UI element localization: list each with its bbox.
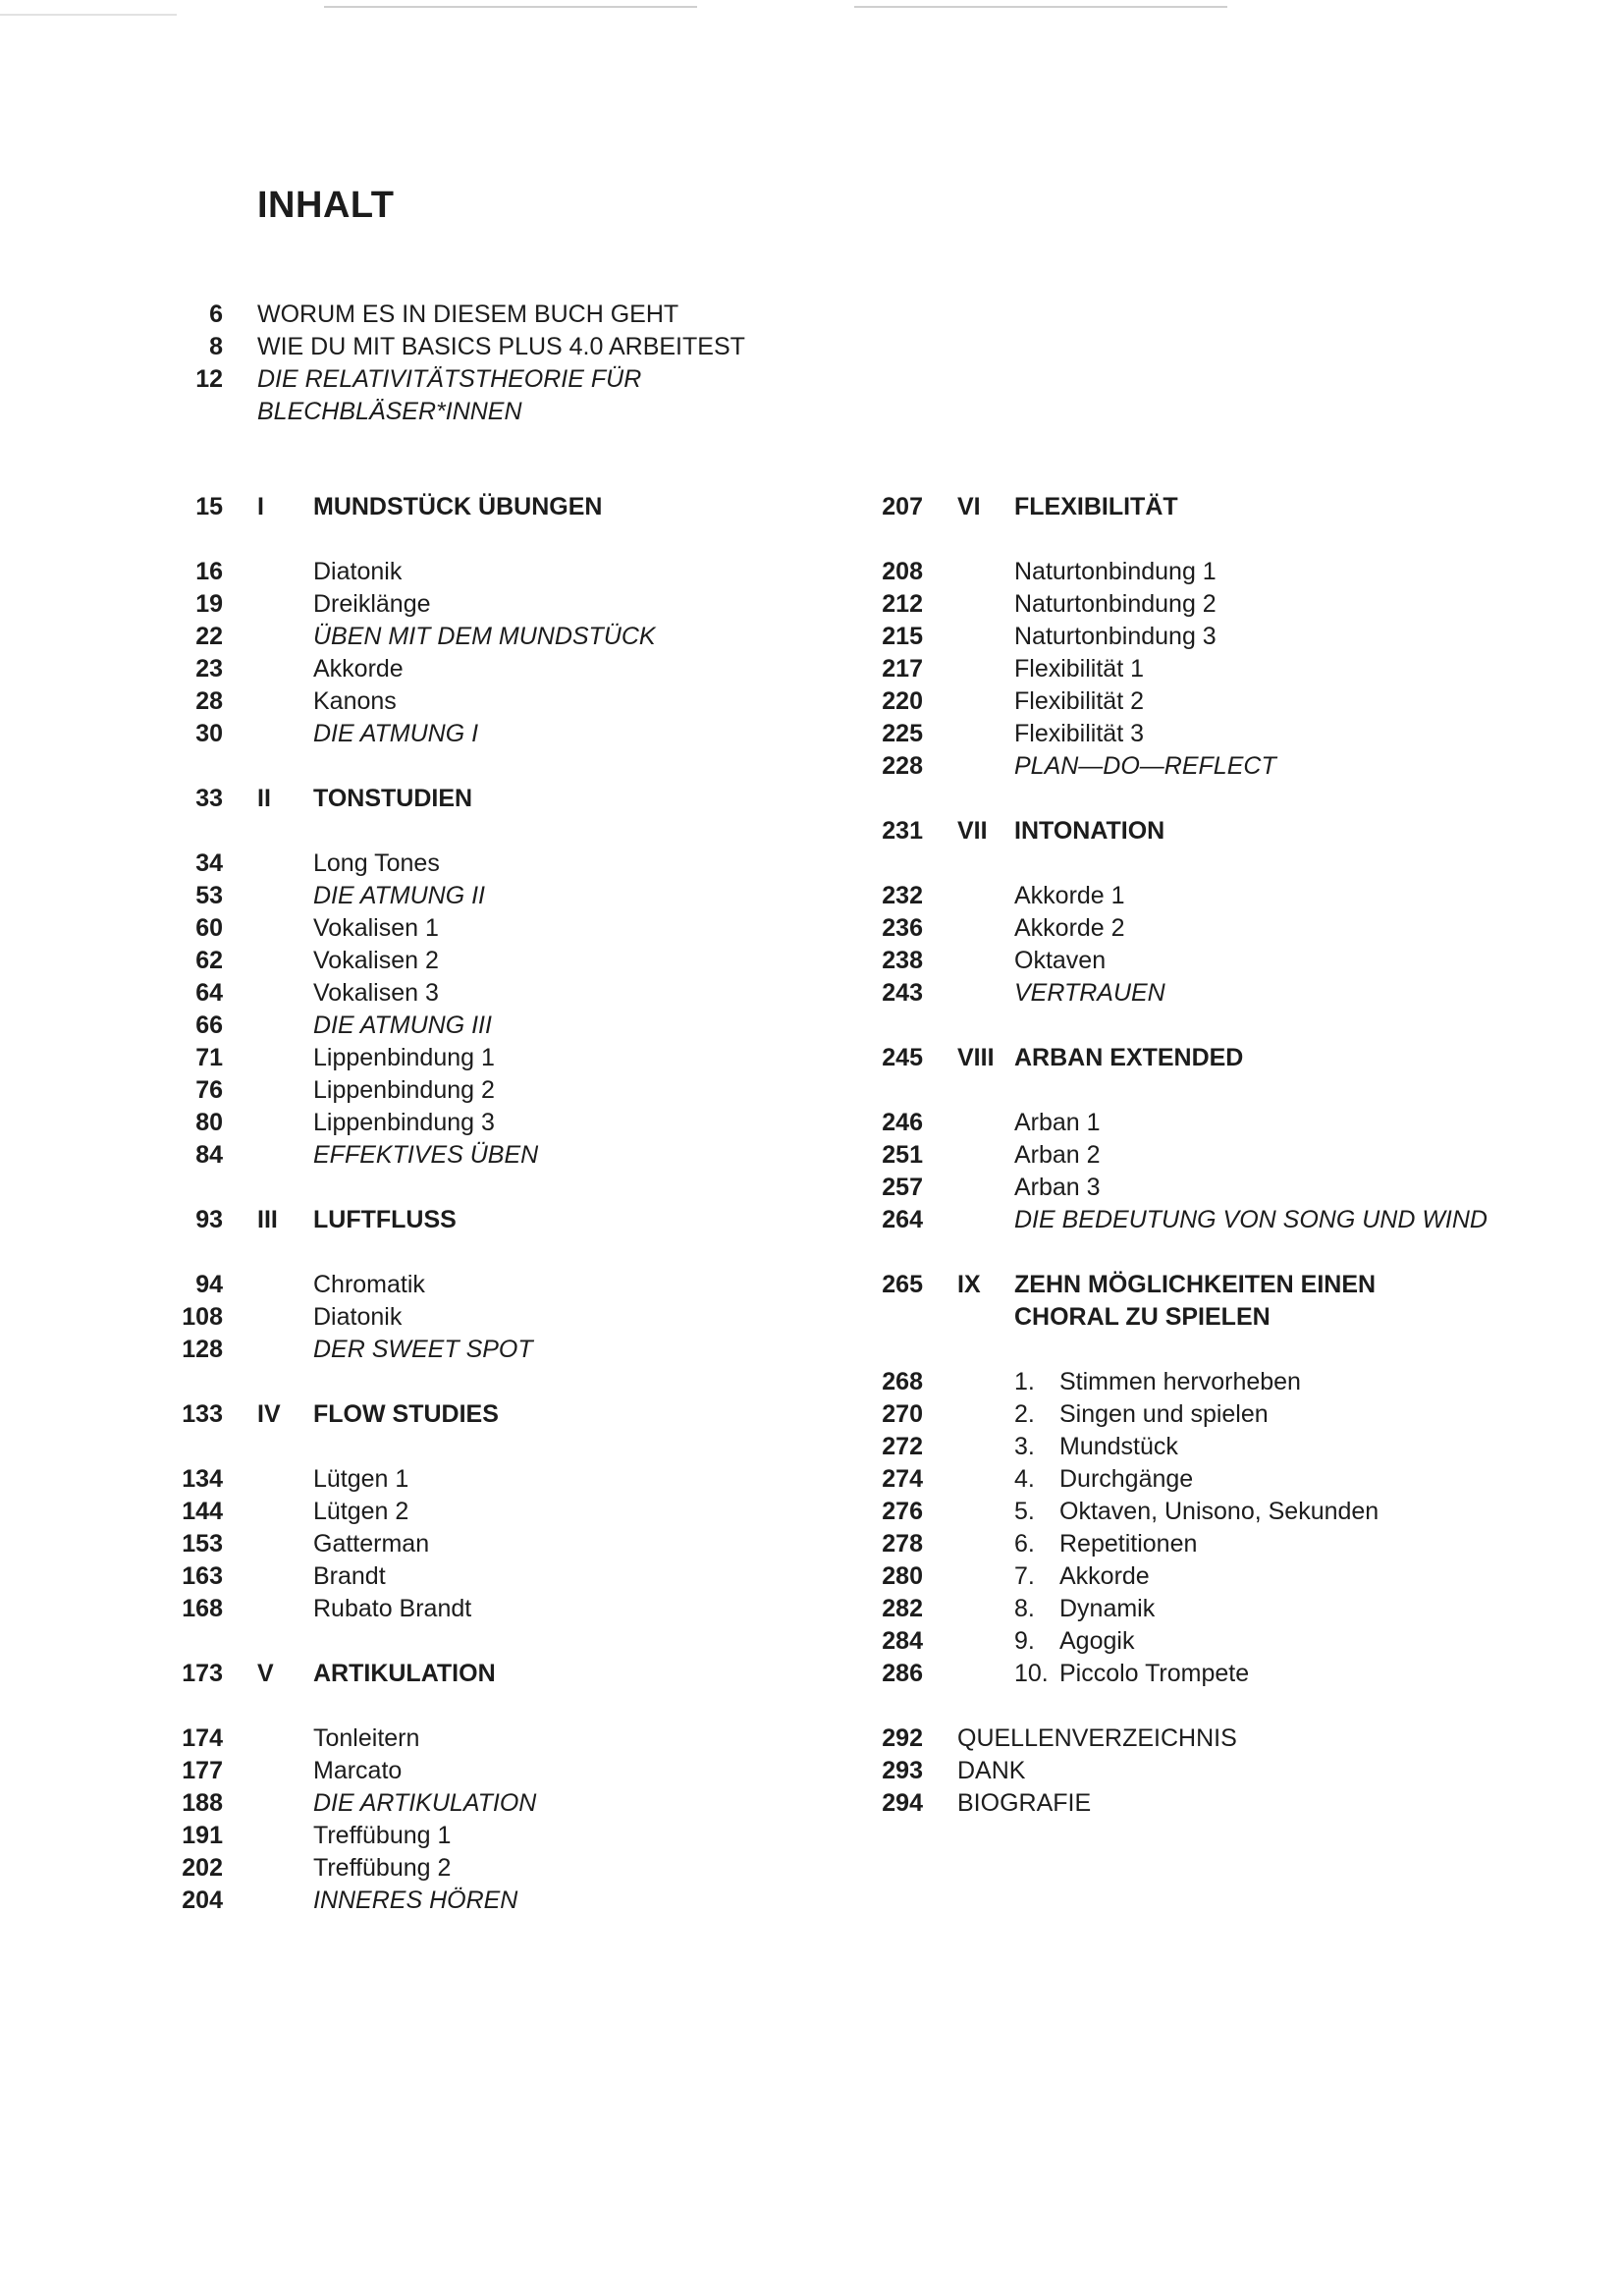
page-number: 53	[195, 882, 223, 909]
page-number: 276	[882, 1498, 923, 1525]
page-number: 80	[195, 1109, 223, 1136]
page-number: 272	[882, 1433, 923, 1460]
page-number: 293	[882, 1757, 923, 1784]
intro-entry: WIE DU MIT BASICS PLUS 4.0 ARBEITEST	[257, 333, 745, 360]
page-number: 62	[195, 947, 223, 974]
toc-entry: VERTRAUEN	[1014, 979, 1165, 1007]
toc-entry: Flexibilität 2	[1014, 687, 1144, 715]
toc-entry: Durchgänge	[1059, 1465, 1194, 1493]
page-number: 15	[195, 493, 223, 520]
toc-entry: Akkorde 1	[1014, 882, 1125, 909]
chapter-title: ZEHN MÖGLICHKEITEN EINEN	[1014, 1271, 1377, 1298]
toc-entry: Flexibilität 1	[1014, 655, 1144, 683]
toc-entry: Singen und spielen	[1059, 1400, 1269, 1428]
page-number: 246	[882, 1109, 923, 1136]
toc-entry: Diatonik	[313, 558, 403, 585]
list-number: 6.	[1014, 1530, 1035, 1558]
scan-artifact	[324, 6, 697, 8]
toc-entry: Kanons	[313, 687, 397, 715]
chapter-title: TONSTUDIEN	[313, 785, 473, 812]
toc-entry: Flexibilität 3	[1014, 720, 1144, 747]
toc-entry: Arban 1	[1014, 1109, 1101, 1136]
chapter-title: FLEXIBILITÄT	[1014, 493, 1178, 520]
page-number: 282	[882, 1595, 923, 1622]
toc-entry: Treffübung 1	[313, 1822, 452, 1849]
toc-entry: Arban 2	[1014, 1141, 1101, 1169]
page-number: 236	[882, 914, 923, 942]
page-number: 144	[182, 1498, 223, 1525]
toc-entry: Lütgen 2	[313, 1498, 409, 1525]
chapter-roman-numeral: I	[257, 493, 264, 520]
page-number: 225	[882, 720, 923, 747]
list-number: 2.	[1014, 1400, 1035, 1428]
page-number: 30	[195, 720, 223, 747]
toc-entry: Dynamik	[1059, 1595, 1156, 1622]
appendix-entry: BIOGRAFIE	[957, 1789, 1092, 1817]
page-number: 19	[195, 590, 223, 618]
page-number: 245	[882, 1044, 923, 1071]
chapter-title: CHORAL ZU SPIELEN	[1014, 1303, 1271, 1331]
appendix-entry: QUELLENVERZEICHNIS	[957, 1724, 1237, 1752]
toc-entry: Arban 3	[1014, 1174, 1101, 1201]
toc-entry: Brandt	[313, 1562, 386, 1590]
page-number: 93	[195, 1206, 223, 1233]
page-number: 76	[195, 1076, 223, 1104]
chapter-title: ARBAN EXTENDED	[1014, 1044, 1244, 1071]
page-number: 231	[882, 817, 923, 845]
list-number: 7.	[1014, 1562, 1035, 1590]
page-number: 294	[882, 1789, 923, 1817]
chapter-title: FLOW STUDIES	[313, 1400, 499, 1428]
list-number: 9.	[1014, 1627, 1035, 1655]
intro-entry: BLECHBLÄSER*INNEN	[257, 398, 522, 425]
list-number: 8.	[1014, 1595, 1035, 1622]
toc-entry: INNERES HÖREN	[313, 1886, 518, 1914]
page-number: 215	[882, 623, 923, 650]
toc-entry: Naturtonbindung 2	[1014, 590, 1217, 618]
toc-entry: DIE ATMUNG I	[313, 720, 479, 747]
scan-artifact	[0, 14, 177, 16]
list-number: 10.	[1014, 1660, 1049, 1687]
page-number: 174	[182, 1724, 223, 1752]
toc-entry: Lippenbindung 3	[313, 1109, 495, 1136]
toc-entry: EFFEKTIVES ÜBEN	[313, 1141, 539, 1169]
toc-entry: Stimmen hervorheben	[1059, 1368, 1301, 1395]
page-number: 12	[195, 365, 223, 393]
chapter-roman-numeral: III	[257, 1206, 278, 1233]
intro-entry: DIE RELATIVITÄTSTHEORIE FÜR	[257, 365, 642, 393]
page-number: 34	[195, 849, 223, 877]
chapter-roman-numeral: VIII	[957, 1044, 995, 1071]
page-number: 212	[882, 590, 923, 618]
page-number: 60	[195, 914, 223, 942]
page-number: 280	[882, 1562, 923, 1590]
toc-entry: Agogik	[1059, 1627, 1135, 1655]
toc-entry: Rubato Brandt	[313, 1595, 472, 1622]
page-number: 133	[182, 1400, 223, 1428]
toc-entry: Akkorde	[1059, 1562, 1150, 1590]
intro-entry: WORUM ES IN DIESEM BUCH GEHT	[257, 301, 679, 328]
toc-entry: ÜBEN MIT DEM MUNDSTÜCK	[313, 623, 656, 650]
page-number: 207	[882, 493, 923, 520]
toc-entry: DER SWEET SPOT	[313, 1336, 533, 1363]
page-number: 202	[182, 1854, 223, 1882]
page-number: 278	[882, 1530, 923, 1558]
toc-entry: Piccolo Trompete	[1059, 1660, 1250, 1687]
toc-entry: Oktaven	[1014, 947, 1107, 974]
list-number: 4.	[1014, 1465, 1035, 1493]
toc-entry: DIE ARTIKULATION	[313, 1789, 537, 1817]
toc-entry: Naturtonbindung 3	[1014, 623, 1217, 650]
page-number: 268	[882, 1368, 923, 1395]
toc-entry: Akkorde	[313, 655, 404, 683]
page-number: 286	[882, 1660, 923, 1687]
toc-entry: Oktaven, Unisono, Sekunden	[1059, 1498, 1380, 1525]
scan-artifact	[854, 6, 1227, 8]
appendix-entry: DANK	[957, 1757, 1026, 1784]
toc-entry: DIE ATMUNG III	[313, 1011, 492, 1039]
page-number: 208	[882, 558, 923, 585]
page-number: 265	[882, 1271, 923, 1298]
list-number: 5.	[1014, 1498, 1035, 1525]
page-number: 108	[182, 1303, 223, 1331]
page-number: 204	[182, 1886, 223, 1914]
page-number: 292	[882, 1724, 923, 1752]
toc-entry: DIE BEDEUTUNG VON SONG UND WIND	[1014, 1206, 1488, 1233]
toc-entry: Vokalisen 2	[313, 947, 439, 974]
chapter-title: MUNDSTÜCK ÜBUNGEN	[313, 493, 603, 520]
toc-entry: Diatonik	[313, 1303, 403, 1331]
page-number: 270	[882, 1400, 923, 1428]
page-number: 168	[182, 1595, 223, 1622]
page-number: 94	[195, 1271, 223, 1298]
toc-entry: Treffübung 2	[313, 1854, 452, 1882]
page-number: 22	[195, 623, 223, 650]
list-number: 1.	[1014, 1368, 1035, 1395]
toc-entry: Lippenbindung 2	[313, 1076, 495, 1104]
toc-entry: Tonleitern	[313, 1724, 420, 1752]
page-number: 243	[882, 979, 923, 1007]
toc-entry: Vokalisen 1	[313, 914, 439, 942]
toc-entry: Lütgen 1	[313, 1465, 409, 1493]
toc-entry: Vokalisen 3	[313, 979, 439, 1007]
page-number: 128	[182, 1336, 223, 1363]
toc-entry: Lippenbindung 1	[313, 1044, 495, 1071]
page-number: 16	[195, 558, 223, 585]
page-number: 264	[882, 1206, 923, 1233]
page-number: 33	[195, 785, 223, 812]
chapter-title: ARTIKULATION	[313, 1660, 496, 1687]
page-number: 66	[195, 1011, 223, 1039]
chapter-roman-numeral: IX	[957, 1271, 981, 1298]
chapter-title: LUFTFLUSS	[313, 1206, 457, 1233]
page-number: 84	[195, 1141, 223, 1169]
list-number: 3.	[1014, 1433, 1035, 1460]
toc-entry: Dreiklänge	[313, 590, 431, 618]
page-number: 153	[182, 1530, 223, 1558]
page-number: 173	[182, 1660, 223, 1687]
page-number: 284	[882, 1627, 923, 1655]
page-number: 177	[182, 1757, 223, 1784]
page-number: 71	[195, 1044, 223, 1071]
page-number: 220	[882, 687, 923, 715]
page-number: 23	[195, 655, 223, 683]
toc-entry: Long Tones	[313, 849, 440, 877]
page-title: INHALT	[257, 185, 395, 226]
page-number: 6	[209, 301, 223, 328]
toc-entry: DIE ATMUNG II	[313, 882, 485, 909]
page-number: 163	[182, 1562, 223, 1590]
toc-entry: Repetitionen	[1059, 1530, 1198, 1558]
toc-entry: Naturtonbindung 1	[1014, 558, 1217, 585]
toc-entry: Akkorde 2	[1014, 914, 1125, 942]
page-number: 28	[195, 687, 223, 715]
page-number: 257	[882, 1174, 923, 1201]
page-number: 8	[209, 333, 223, 360]
chapter-roman-numeral: V	[257, 1660, 274, 1687]
chapter-roman-numeral: II	[257, 785, 271, 812]
chapter-roman-numeral: VI	[957, 493, 981, 520]
toc-entry: Mundstück	[1059, 1433, 1178, 1460]
page-number: 228	[882, 752, 923, 780]
page-number: 134	[182, 1465, 223, 1493]
page-number: 64	[195, 979, 223, 1007]
page-number: 188	[182, 1789, 223, 1817]
chapter-roman-numeral: VII	[957, 817, 988, 845]
chapter-title: INTONATION	[1014, 817, 1165, 845]
page-number: 191	[182, 1822, 223, 1849]
page-number: 251	[882, 1141, 923, 1169]
toc-entry: PLAN—DO—REFLECT	[1014, 752, 1276, 780]
toc-entry: Marcato	[313, 1757, 403, 1784]
page-number: 217	[882, 655, 923, 683]
page-number: 238	[882, 947, 923, 974]
toc-entry: Gatterman	[313, 1530, 430, 1558]
toc-entry: Chromatik	[313, 1271, 425, 1298]
page-number: 232	[882, 882, 923, 909]
page-number: 274	[882, 1465, 923, 1493]
chapter-roman-numeral: IV	[257, 1400, 281, 1428]
